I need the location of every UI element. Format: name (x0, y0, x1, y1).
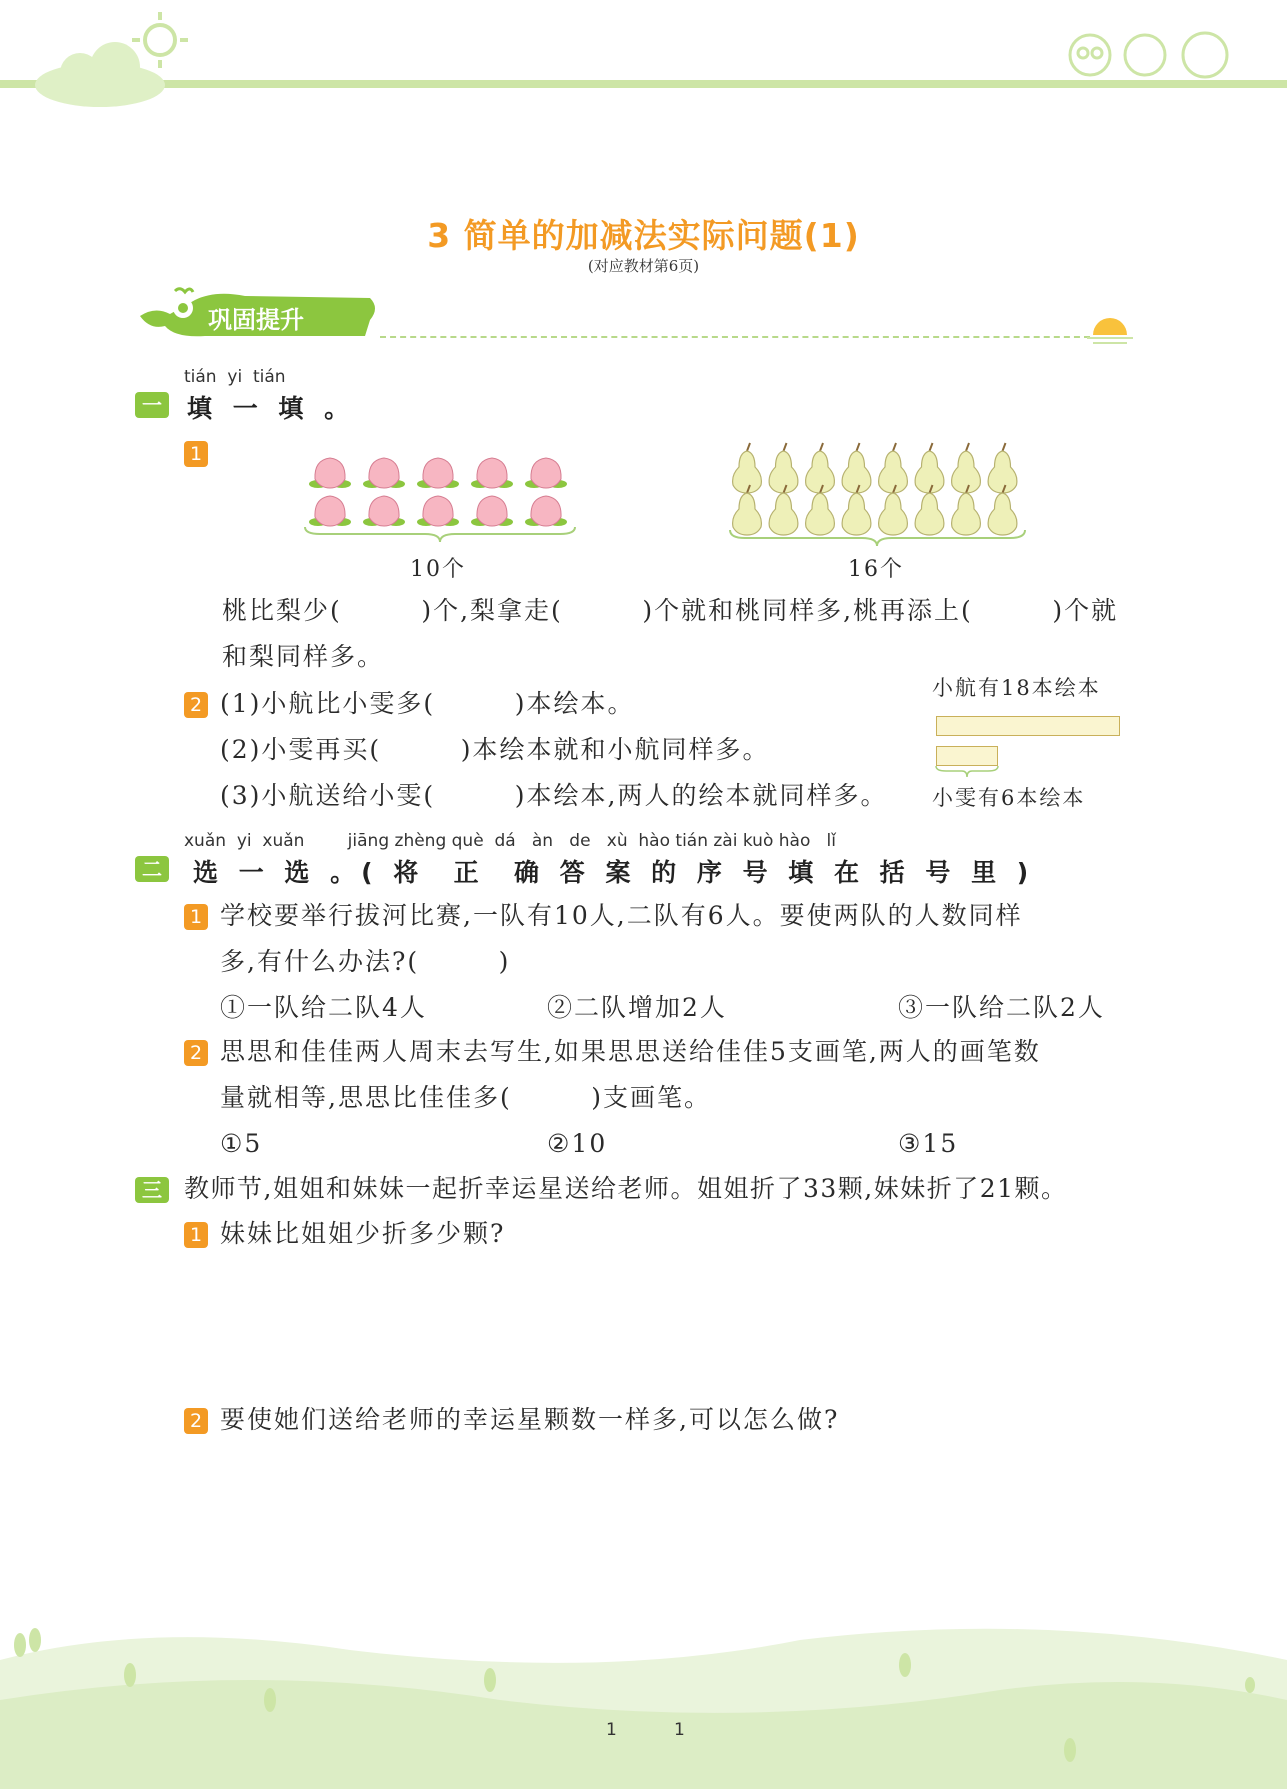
header-band (0, 80, 1287, 88)
peach-icon (471, 496, 513, 526)
q1-2-badge: 2 (184, 692, 208, 718)
peach-count-label: 10个 (410, 557, 466, 582)
section3-badge: 三 (135, 1177, 169, 1203)
q3-1-badge: 1 (184, 1222, 208, 1248)
page-number-right: 1 (674, 1720, 685, 1740)
q2-2-line1: 思思和佳佳两人周末去写生,如果思思送给佳佳5支画笔,两人的画笔数 (220, 1037, 1041, 1066)
section3-intro: 教师节,姐姐和妹妹一起折幸运星送给老师。姐姐折了33颗,妹妹折了21颗。 (184, 1174, 1068, 1203)
q3-2-badge: 2 (184, 1408, 208, 1434)
pear-icon (915, 443, 944, 493)
xiaohang-bar (936, 716, 1120, 736)
peach-icon (363, 458, 405, 488)
q2-1-option-2: ②二队增加2人 (547, 993, 727, 1022)
section2-badge: 二 (135, 856, 169, 882)
pear-icon (988, 443, 1017, 493)
pear-count-label: 16个 (848, 557, 904, 582)
q2-1-option-1: ①一队给二队4人 (220, 993, 427, 1022)
q3-2-text: 要使她们送给老师的幸运星颗数一样多,可以怎么做? (220, 1405, 840, 1434)
section2-title: 选 一 选 。( 将 正 确 答 案 的 序 号 填 在 括 号 里 ) (193, 858, 1035, 887)
peach-icon (363, 496, 405, 526)
peach-icon (309, 458, 351, 488)
pear-icon (915, 485, 944, 535)
q1-2-line3: (3)小航送给小雯( )本绘本,两人的绘本就同样多。 (220, 781, 888, 810)
sunset-icon (1085, 313, 1135, 348)
section1-badge: 一 (135, 392, 169, 418)
section1-title: 填 一 填 。 (187, 394, 356, 423)
q1-2-line1: (1)小航比小雯多( )本绘本。 (220, 689, 635, 718)
peach-icon (309, 496, 351, 526)
q2-2-option-2: ②10 (547, 1129, 608, 1158)
pear-icon (733, 443, 762, 493)
q2-1-badge: 1 (184, 904, 208, 930)
section2-pinyin: xuǎn yi xuǎn jiāng zhèng què dá àn de xù hào tián zài kuò hào lǐ (184, 831, 837, 851)
section1-pinyin: tián yi tián (184, 367, 286, 387)
q2-1-option-3: ③一队给二队2人 (898, 993, 1105, 1022)
pear-icon (733, 485, 762, 535)
q1-2-line2: (2)小雯再买( )本绘本就和小航同样多。 (220, 735, 770, 764)
pear-group (725, 438, 1030, 546)
page-subtitle: (对应教材第6页) (587, 257, 700, 275)
q1-1-line2: 和梨同样多。 (222, 642, 385, 671)
pear-icon (879, 485, 908, 535)
q1-1-line1: 桃比梨少( )个,梨拿走( )个就和桃同样多,桃再添上( )个就 (222, 596, 1119, 625)
pear-icon (806, 443, 835, 493)
q2-2-line2: 量就相等,思思比佳佳多( )支画笔。 (220, 1083, 712, 1112)
q3-1-text: 妹妹比姐姐少折多少颗? (220, 1219, 506, 1248)
peach-group (300, 452, 580, 542)
peach-icon (417, 458, 459, 488)
page-title: 3 简单的加减法实际问题(1) (427, 216, 860, 255)
xiaowen-brace (934, 764, 1000, 778)
banner-divider (380, 336, 1090, 338)
pear-icon (842, 443, 871, 493)
pear-icon (769, 443, 798, 493)
q2-2-option-3: ③15 (898, 1129, 959, 1158)
pear-icon (769, 485, 798, 535)
peach-icon (525, 458, 567, 488)
q1-1-badge: 1 (184, 441, 208, 467)
xiaowen-bar (936, 746, 998, 766)
xiaowen-label: 小雯有6本绘本 (932, 786, 1086, 810)
sun-icon (130, 10, 190, 70)
pear-icon (879, 443, 908, 493)
hills-decoration (0, 1620, 1287, 1789)
pear-icon (988, 485, 1017, 535)
q2-1-line2: 多,有什么办法?( ) (220, 947, 511, 976)
peach-icon (417, 496, 459, 526)
pear-icon (952, 485, 981, 535)
banner-label: 巩固提升 (208, 306, 304, 334)
q2-2-option-1: ①5 (220, 1129, 263, 1158)
pear-icon (806, 485, 835, 535)
page-number-left: 1 (606, 1720, 617, 1740)
q2-1-line1: 学校要举行拔河比赛,一队有10人,二队有6人。要使两队的人数同样 (220, 901, 1023, 930)
animals-icon (1060, 20, 1240, 80)
xiaohang-label: 小航有18本绘本 (932, 676, 1101, 700)
peach-icon (525, 496, 567, 526)
pear-icon (842, 485, 871, 535)
peach-icon (471, 458, 513, 488)
q2-2-badge: 2 (184, 1040, 208, 1066)
pear-icon (952, 443, 981, 493)
